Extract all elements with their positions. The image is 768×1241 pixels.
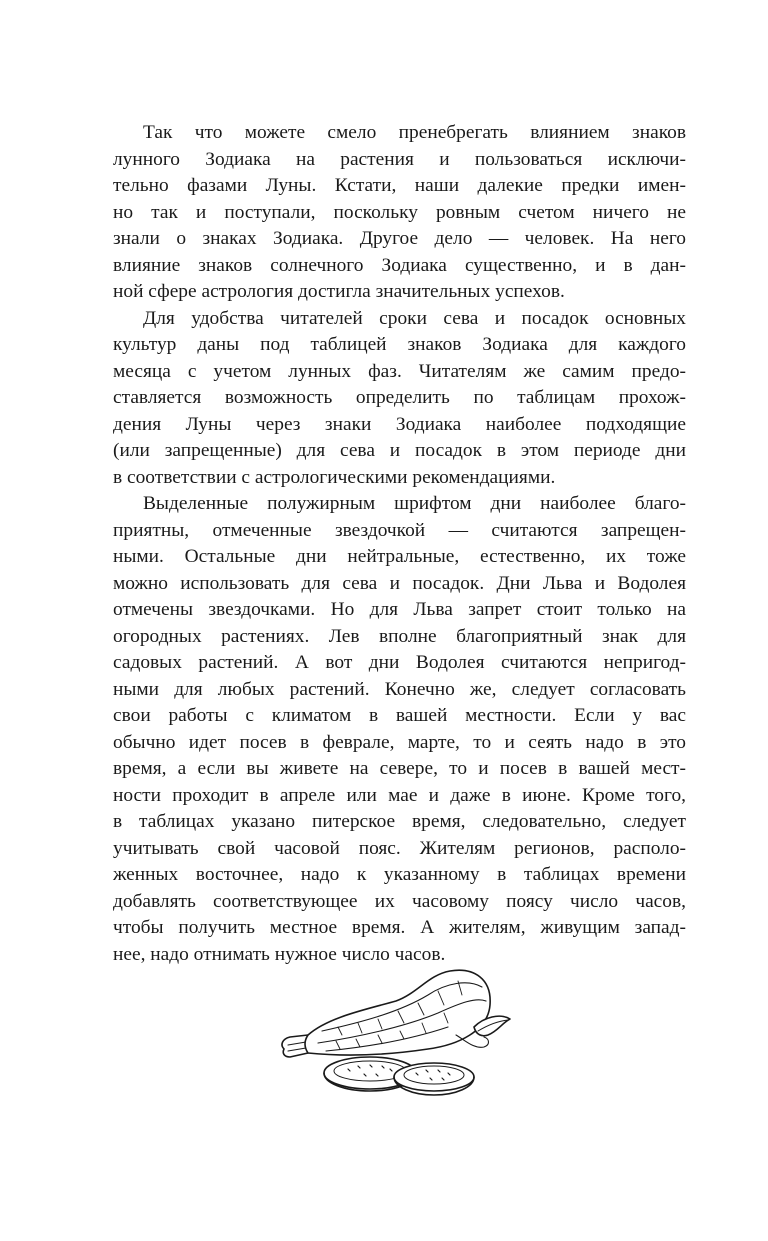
text-line: чтобы получить местное время. А жителям, живущим запад- xyxy=(113,917,686,938)
text-line: ной сфере астрология достигла значительных успехов. xyxy=(113,281,565,302)
text-line: женных восточнее, надо к указанному в таблицах времени xyxy=(113,864,686,885)
text-line: обычно идет посев в феврале, марте, то и сеять надо в это xyxy=(113,731,686,753)
text-line: месяца с учетом лунных фаз. Читателям же самим предо- xyxy=(113,360,686,382)
text-line: ными для любых растений. Конечно же, следует согласовать xyxy=(113,678,686,700)
text-line: (или запрещенные) для сева и посадок в этом периоде дни xyxy=(113,440,686,461)
paragraph-1 xyxy=(113,120,686,306)
text-line: но так и поступали, поскольку ровным счетом ничего не xyxy=(113,201,686,223)
text-line: лунного Зодиака на растения и пользоваться исключи- xyxy=(113,148,686,170)
text-line: знали о знаках Зодиака. Другое дело — человек. На него xyxy=(113,228,686,249)
text-line: приятны, отмеченные звездочкой — считаются запрещен- xyxy=(113,519,686,541)
text-line: тельно фазами Луны. Кстати, наши далекие предки имен- xyxy=(113,175,686,196)
text-line: ности проходит в апреле или мае и даже в июне. Кроме того, xyxy=(113,784,686,806)
text-line: влияние знаков солнечного Зодиака существенно, и в дан- xyxy=(113,254,686,276)
text-line: огородных растениях. Лев вполне благоприятный знак для xyxy=(113,625,686,647)
text-line: культур даны под таблицей знаков Зодиака для каждого xyxy=(113,334,686,355)
text-line: свои работы с климатом в вашей местности. Если у вас xyxy=(113,705,686,726)
text-line: садовых растений. А вот дни Водолея считаются непригод- xyxy=(113,652,686,673)
text-line: Выделенные полужирным шрифтом дни наиболее благо- xyxy=(143,493,686,514)
text-line: в соответствии с астрологическими рекомендациями. xyxy=(113,466,556,488)
text-line: учитывать свой часовой пояс. Жителям регионов, располо- xyxy=(113,837,686,859)
paragraph-3 xyxy=(113,491,686,968)
body-text xyxy=(113,120,686,968)
text-line: Так что можете смело пренебрегать влиянием знаков xyxy=(143,122,686,143)
text-line: можно использовать для сева и посадок. Дни Льва и Водолея xyxy=(113,572,686,594)
text-line: отмечены звездочками. Но для Льва запрет стоит только на xyxy=(113,599,686,620)
text-line: время, а если вы живете на севере, то и посев в вашей мест- xyxy=(113,758,686,779)
text-line: Для удобства читателей сроки сева и посадок основных xyxy=(143,307,686,329)
text-line: ставляется возможность определить по таблицам прохож- xyxy=(113,387,686,408)
paragraph-2 xyxy=(113,306,686,492)
zucchini-illustration-icon xyxy=(278,965,516,1100)
text-line: в таблицах указано питерское время, следовательно, следует xyxy=(113,811,686,832)
text-line: нее, надо отнимать нужное число часов. xyxy=(113,943,446,965)
text-line: ными. Остальные дни нейтральные, естественно, их тоже xyxy=(113,546,686,567)
text-line: дения Луны через знаки Зодиака наиболее подходящие xyxy=(113,413,686,435)
text-line: добавлять соответствующее их часовому поясу число часов, xyxy=(113,890,686,912)
